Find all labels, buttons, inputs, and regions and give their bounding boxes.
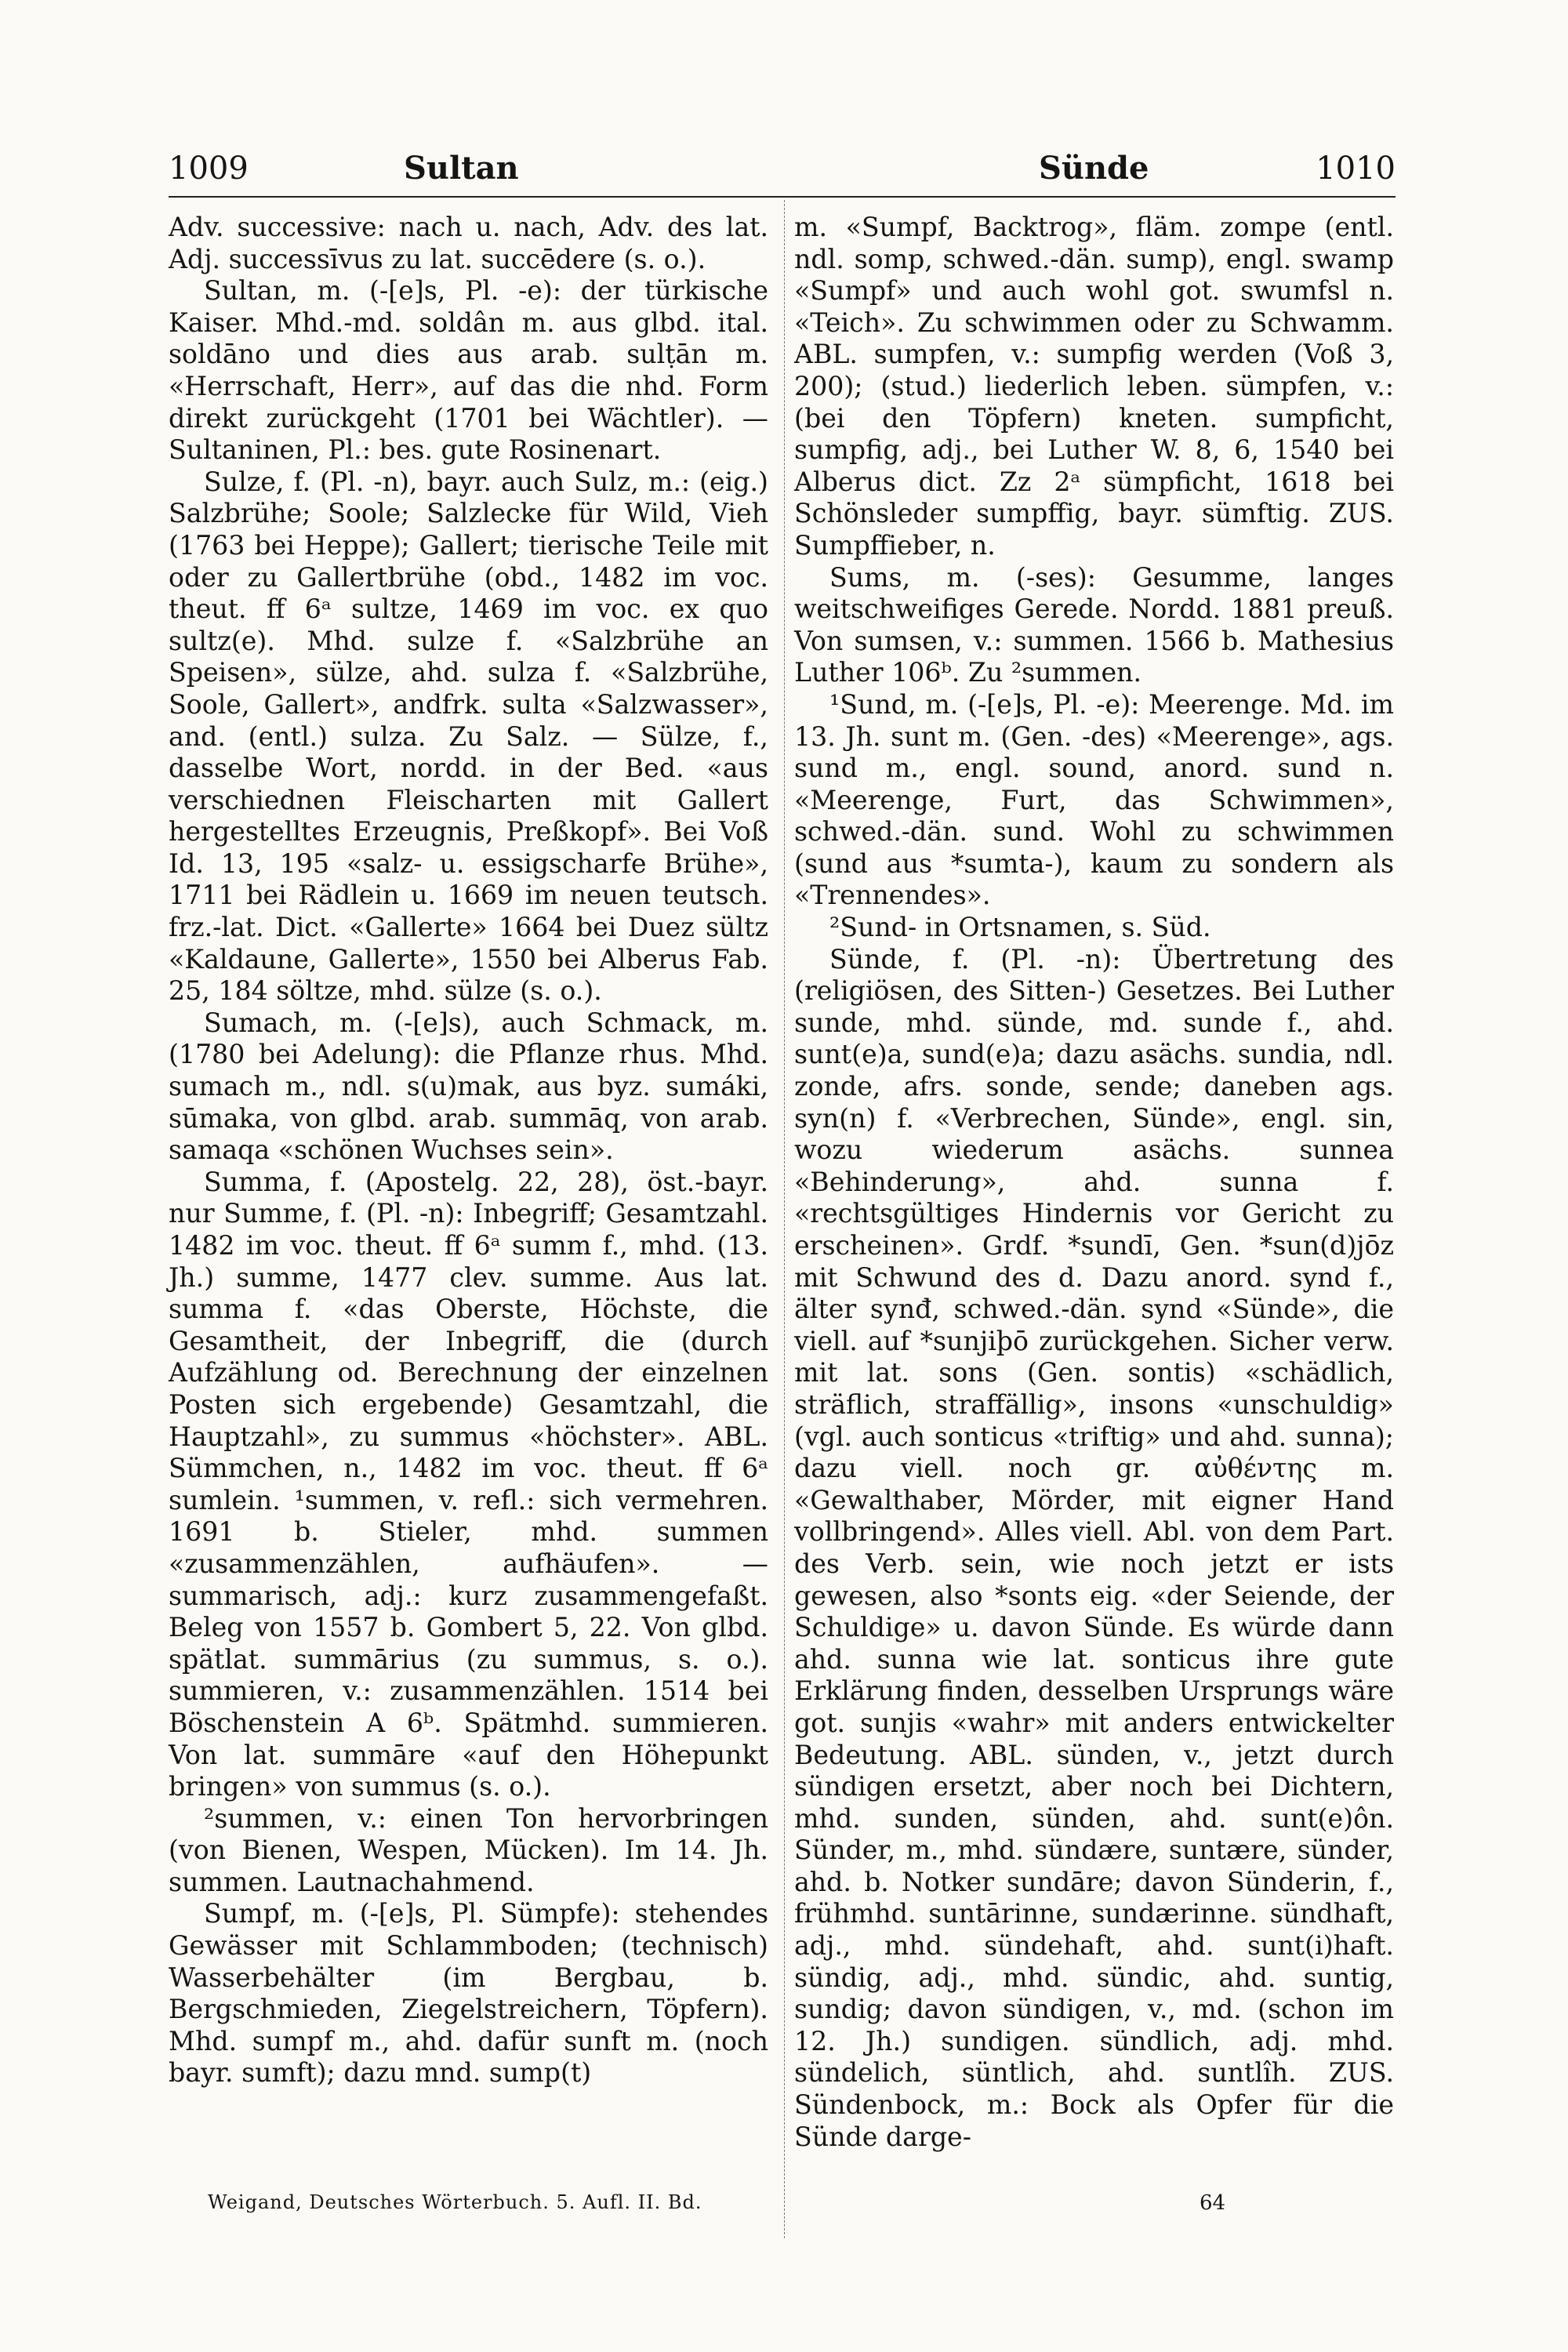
entry-paragraph: Sumach, m. (-[e]s), auch Schmack, m. (1780 bei Adelung): die Pflanze rhus. Mhd. sumach m., ndl. s(u)mak, aus byz. sumáki, sūmaka, von glbd. arab. summāq, von arab. samaqa «schönen Wuchses sein». bbox=[169, 1007, 768, 1166]
left-column bbox=[169, 212, 768, 2089]
running-headword-right: Sünde bbox=[1039, 150, 1149, 187]
column-divider bbox=[784, 200, 785, 2238]
entry-paragraph: Sultan, m. (-[e]s, Pl. -e): der türkische Kaiser. Mhd.-md. soldân m. aus glbd. ital. soldāno und dies aus arab. sulṭān m. «Herrschaft, Herr», auf das die nhd. Form direkt zurückgeht (1701 bei Wächtler). — Sultaninen, Pl.: bes. gute Rosinenart. bbox=[169, 275, 768, 466]
entry-paragraph: ²summen, v.: einen Ton hervorbringen (von Bienen, Wespen, Mücken). Im 14. Jh. summen. Lautnachahmend. bbox=[169, 1802, 768, 1897]
page-number-left: 1009 bbox=[169, 151, 249, 187]
running-headword-left: Sultan bbox=[404, 150, 519, 187]
right-column bbox=[794, 212, 1394, 2153]
entry-paragraph: m. «Sumpf, Backtrog», fläm. zompe (entl. ndl. somp, schwed.-dän. sump), engl. swamp «Sumpf» und auch wohl got. swumfsl n. «Teich». Zu schwimmen oder zu Schwamm. ABL. sumpfen, v.: sumpfig werden (Voß 3, 200); (stud.) liederlich leben. sümpfen, v.: (bei den Töpfern) kneten. sumpficht, sumpfig, adj., bei Luther W. 8, 6, 1540 bei Alberus dict. Zz 2ᵃ sümpficht, 1618 bei Schönsleder sumpffig, bayr. sümftig. ZUS. Sumpffieber, n. bbox=[794, 212, 1394, 561]
running-header bbox=[169, 149, 1396, 196]
entry-paragraph: Summa, f. (Apostelg. 22, 28), öst.-bayr. nur Summe, f. (Pl. -n): Inbegriff; Gesamtzahl. 1482 im voc. theut. ff 6ᵃ summ f., mhd. (13. Jh.) summe, 1477 clev. summe. Aus lat. summa f. «das Oberste, Höchste, die Gesamtheit, der Inbegriff, die (durch Aufzählung od. Berechnung der einzelnen Posten sich ergebende) Gesamtzahl, die Hauptzahl», zu summus «höchster». ABL. Sümmchen, n., 1482 im voc. theut. ff 6ᵃ sumlein. ¹summen, v. refl.: sich vermehren. 1691 b. Stieler, mhd. summen «zusammenzählen, aufhäufen». — summarisch, adj.: kurz zusammengefaßt. Beleg von 1557 b. Gombert 5, 22. Von glbd. spätlat. summārius (zu summus, s. o.). summieren, v.: zusammenzählen. 1514 bei Böschenstein A 6ᵇ. Spätmhd. summieren. Von lat. summāre «auf den Höhepunkt bringen» von summus (s. o.). bbox=[169, 1166, 768, 1802]
page-number-right: 1010 bbox=[1316, 151, 1396, 187]
entry-paragraph: ¹Sund, m. (-[e]s, Pl. -e): Meerenge. Md. im 13. Jh. sunt m. (Gen. -des) «Meerenge», ags. sund m., engl. sound, anord. sund n. «Meerenge, Furt, das Schwimmen», schwed.-dän. sund. Wohl zu schwimmen (sund aus *sumta-), kaum zu sondern als «Trennendes». bbox=[794, 688, 1394, 911]
header-rule bbox=[169, 196, 1396, 198]
entry-paragraph: Sumpf, m. (-[e]s, Pl. Sümpfe): stehendes Gewässer mit Schlammboden; (technisch) Wasserbehälter (im Bergbau, b. Bergschmieden, Ziegelstreichern, Töpfern). Mhd. sumpf m., ahd. dafür sunft m. (noch bayr. sumft); dazu mnd. sump(t) bbox=[169, 1898, 768, 2089]
entry-paragraph: Sulze, f. (Pl. -n), bayr. auch Sulz, m.: (eig.) Salzbrühe; Soole; Salzlecke für Wild, Vieh (1763 bei Heppe); Gallert; tierische Teile mit oder zu Gallertbrühe (obd., 1482 im voc. theut. ff 6ᵃ sultze, 1469 im voc. ex quo sultz(e). Mhd. sulze f. «Salzbrühe an Speisen», sülze, ahd. sulza f. «Salzbrühe, Soole, Gallert», andfrk. sulta «Salzwasser», and. (entl.) sulza. Zu Salz. — Sülze, f., dasselbe Wort, nordd. in der Bed. «aus verschiednen Fleischarten mit Gallert hergestelltes Erzeugnis, Preßkopf». Bei Voß Id. 13, 195 «salz- u. essigscharfe Brühe», 1711 bei Rädlein u. 1669 im neuen teutsch. frz.-lat. Dict. «Gallerte» 1664 bei Duez sültz «Kaldaune, Gallerte», 1550 bei Alberus Fab. 25, 184 söltze, mhd. sülze (s. o.). bbox=[169, 466, 768, 1007]
entry-paragraph: Sums, m. (-ses): Gesumme, langes weitschweifiges Gerede. Nordd. 1881 preuß. Von sumsen, v.: summen. 1566 b. Mathesius Luther 106ᵇ. Zu ²summen. bbox=[794, 561, 1394, 688]
entry-paragraph: Sünde, f. (Pl. -n): Übertretung des (religiösen, des Sitten-) Gesetzes. Bei Luther sunde, mhd. sünde, md. sunde f., ahd. sunt(e)a, sund(e)a; dazu asächs. sundia, ndl. zonde, afrs. sonde, sende; daneben ags. syn(n) f. «Verbrechen, Sünde», engl. sin, wozu wiederum asächs. sunnea «Behinderung», ahd. sunna f. «rechtsgültiges Hindernis vor Gericht zu erscheinen». Grdf. *sundī, Gen. *sun(d)jōz mit Schwund des d. Dazu anord. synd f., älter synđ, schwed.-dän. synd «Sünde», die viell. auf *sunjiþō zurückgehen. Sicher verw. mit lat. sons (Gen. sontis) «schädlich, sträflich, straffällig», insons «unschuldig» (vgl. auch sonticus «triftig» und ahd. sunna); dazu viell. noch gr. αὐθέντης m. «Gewalthaber, Mörder, mit eigner Hand vollbringend». Alles viell. Abl. von dem Part. des Verb. sein, wie noch jetzt er ists gewesen, also *sonts eig. «der Seiende, der Schuldige» u. davon Sünde. Es würde dann ahd. sunna wie lat. sonticus ihre gute Erklärung finden, desselben Ursprungs wäre got. sunjis «wahr» mit anders entwickelter Bedeutung. ABL. sünden, v., jetzt durch sündigen ersetzt, aber noch bei Dichtern, mhd. sunden, sünden, ahd. sunt(e)ôn. Sünder, m., mhd. sündære, suntære, sünder, ahd. b. Notker sundāre; davon Sünderin, f., frühmhd. suntārinne, sundærinne. sündhaft, adj., mhd. sündehaft, ahd. sunt(i)haft. sündig, adj., mhd. sündic, ahd. suntig, sundig; davon sündigen, v., md. (schon im 12. Jh.) sundigen. sündlich, adj. mhd. sündelich, süntlich, ahd. suntlîh. ZUS. Sündenbock, m.: Bock als Opfer für die Sünde darge- bbox=[794, 943, 1394, 2152]
footer-citation: Weigand, Deutsches Wörterbuch. 5. Aufl. II. Bd. bbox=[208, 2191, 702, 2213]
signature-mark: 64 bbox=[1200, 2191, 1226, 2215]
page-footer bbox=[169, 2191, 1396, 2223]
entry-paragraph: Adv. successive: nach u. nach, Adv. des lat. Adj. successīvus zu lat. succēdere (s. o.). bbox=[169, 212, 768, 274]
entry-paragraph: ²Sund- in Ortsnamen, s. Süd. bbox=[829, 912, 1211, 943]
